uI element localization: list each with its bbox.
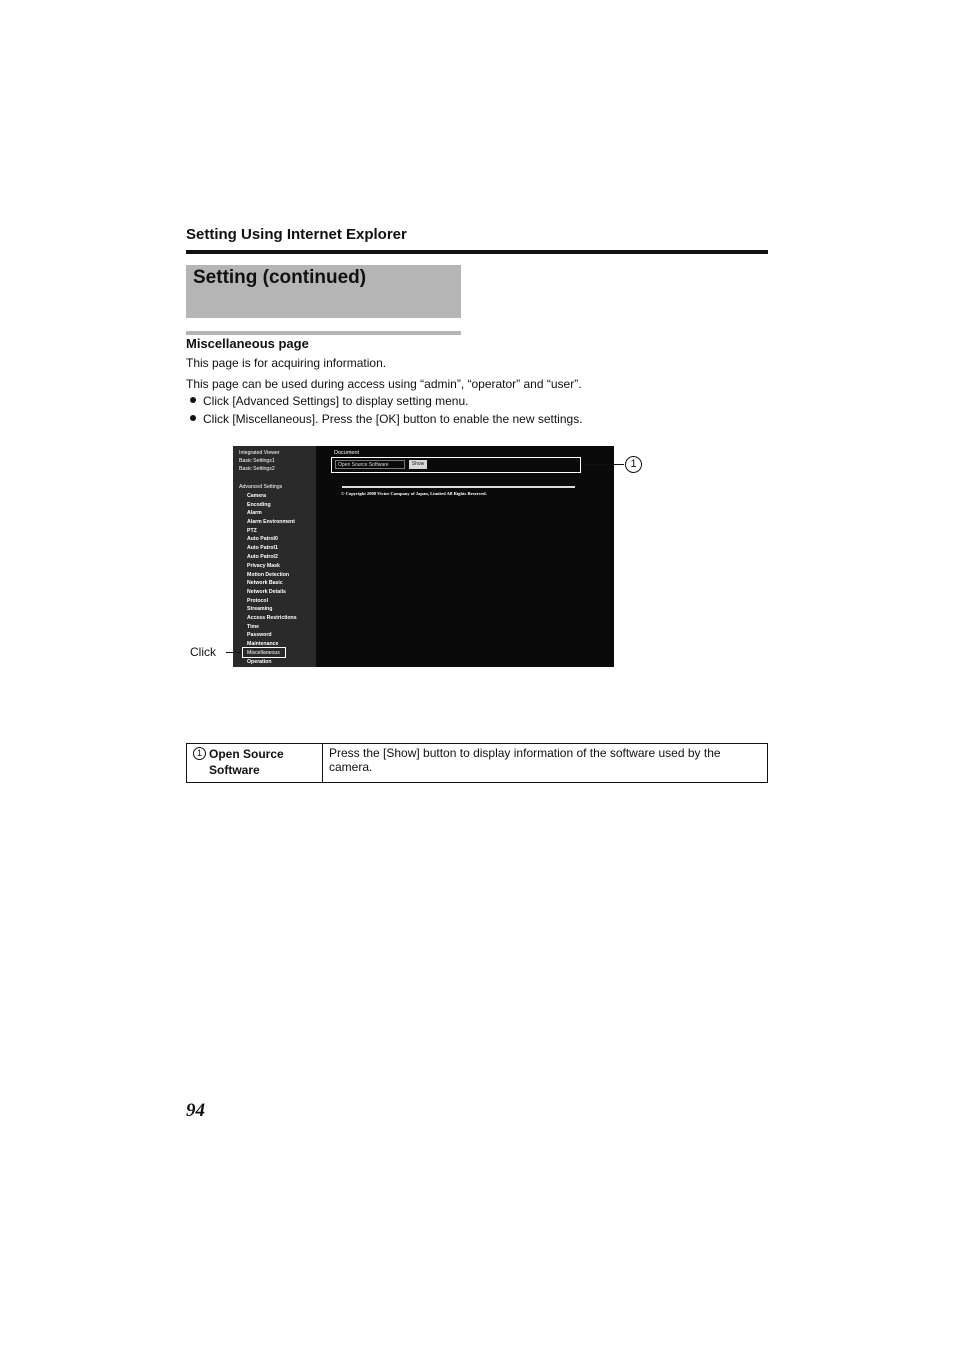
callout-leader-line [582,464,624,465]
bullet-item [190,412,583,426]
nav-time[interactable]: Time [247,624,260,630]
nav-basic-settings1[interactable]: Basic Settings1 [239,458,275,464]
click-label: Click [190,645,216,659]
nav-access-restrictions[interactable]: Access Restrictions [247,615,297,621]
page-number: 94 [186,1100,205,1121]
nav-miscellaneous[interactable]: Miscellaneous [247,650,280,656]
paragraph-access: This page can be used during access using “admin”, “operator” and “user”. [186,377,582,391]
divider-line [342,486,575,488]
nav-basic-settings2[interactable]: Basic Settings2 [239,466,275,472]
table-row [187,744,768,783]
paragraph-intro: This page is for acquiring information. [186,356,387,370]
nav-maintenance[interactable]: Maintenance [247,641,279,647]
nav-ptz[interactable]: PTZ [247,528,257,534]
nav-encoding[interactable]: Encoding [247,502,271,508]
description-cell: Press the [Show] button to display information of the software used by the camera. [323,744,768,783]
nav-auto-patrol0[interactable]: Auto Patrol0 [247,536,278,542]
header-rule [186,250,768,254]
term-cell [187,744,323,783]
subsection-rule [186,331,461,335]
nav-password[interactable]: Password [247,632,272,638]
nav-alarm-environment[interactable]: Alarm Environment [247,519,295,525]
nav-operation[interactable]: Operation [247,659,272,665]
nav-network-details[interactable]: Network Details [247,589,286,595]
settings-sidebar [233,446,316,667]
nav-auto-patrol2[interactable]: Auto Patrol2 [247,554,278,560]
description-table [186,743,768,783]
bullet-dot-icon [190,415,196,421]
open-source-field: Open Source Software [335,460,405,469]
miscellaneous-highlight-box [242,647,286,658]
bullet-text: Click [Advanced Settings] to display setting menu. [203,394,469,408]
nav-alarm[interactable]: Alarm [247,510,262,516]
document-label: Document [334,450,360,456]
show-button[interactable]: Show [409,460,427,469]
nav-protocol[interactable]: Protocol [247,598,269,604]
subsection-title: Miscellaneous page [186,336,309,351]
nav-network-basic[interactable]: Network Basic [247,580,283,586]
callout-number-circle: 1 [625,456,642,473]
nav-integrated-viewer[interactable]: Integrated Viewer [239,450,280,456]
open-source-row [331,457,581,473]
bullet-text: Click [Miscellaneous]. Press the [OK] button to enable the new settings. [203,412,583,426]
click-leader-line [226,652,241,653]
term-text: Open Source Software [209,747,284,777]
nav-streaming[interactable]: Streaming [247,606,273,612]
copyright-text: © Copyright 2008 Victor Company of Japan, Limited All Rights Reserved. [341,491,487,496]
nav-auto-patrol1[interactable]: Auto Patrol1 [247,545,278,551]
bullet-dot-icon [190,397,196,403]
nav-camera[interactable]: Camera [247,493,267,499]
settings-screenshot [233,446,614,667]
header-title: Setting Using Internet Explorer [186,226,407,243]
term-number-circle: 1 [193,747,206,760]
nav-privacy-mask[interactable]: Privacy Mask [247,563,280,569]
nav-advanced-settings[interactable]: Advanced Settings [239,484,283,490]
bullet-item [190,394,468,408]
nav-motion-detection[interactable]: Motion Detection [247,572,290,578]
section-title: Setting (continued) [193,267,367,288]
